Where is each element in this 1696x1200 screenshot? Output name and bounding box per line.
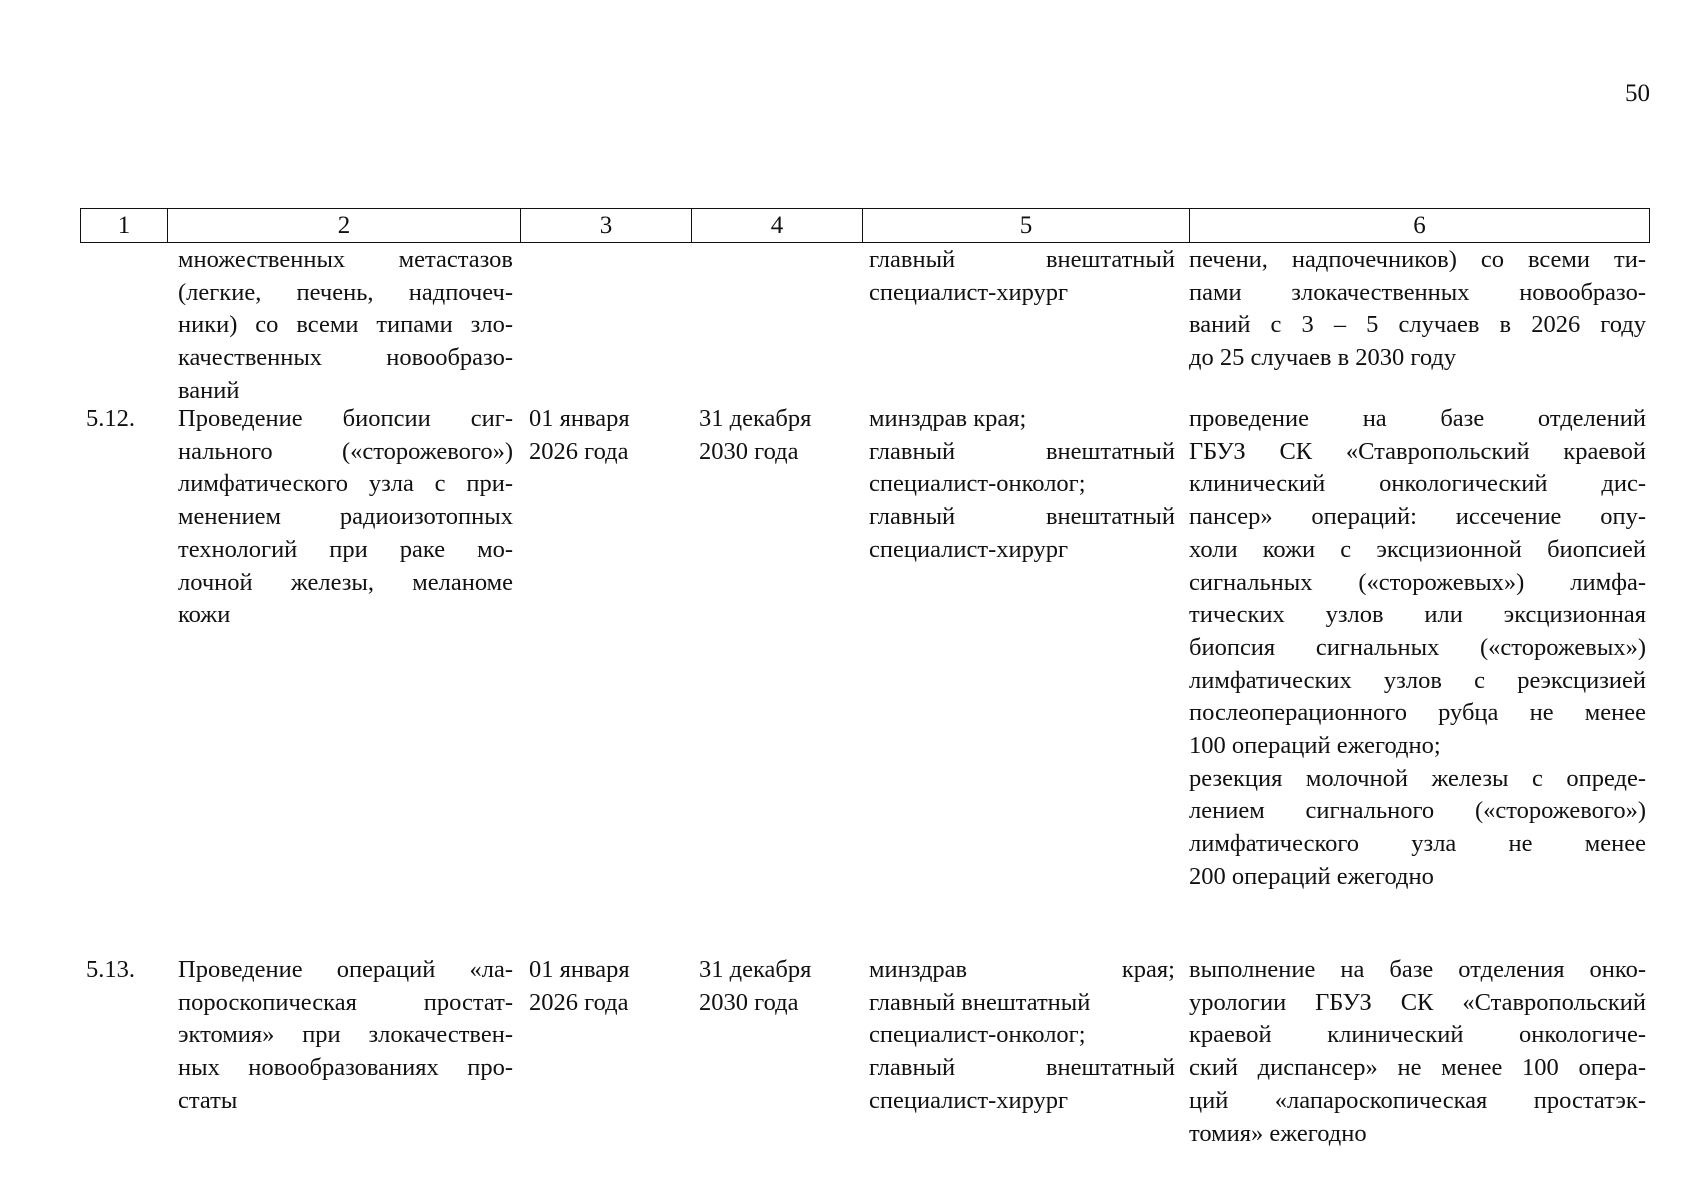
activity-description: Проведение операций «ла- пороскопическая простат- эктомия» при злокачествен- ных новообразованиях про- статы	[178, 956, 513, 1114]
row-number: 5.13.	[86, 956, 135, 983]
expected-result: выполнение на базе отделения онко- урологии ГБУЗ СК «Ставропольский краевой клинический онкологиче- ский диспансер» не менее 100 опера- ций «лапароскопическая простатэк- томия» ежегодно	[1189, 956, 1646, 1147]
expected-result: проведение на базе отделений ГБУЗ СК «Ставропольский краевой клинический онкологический дис- пансер» операций: иссечение опу- холи кожи с эксцизионной биопсией сигнальных («сторожевых») лимфа- тических узлов или эксцизионная биопсия сигнальных («сторожевых») лимфатических узлов с реэксцизией послеоперационного рубца не менее 100 операций ежегодно; резекция молочной железы с опреде- лением сигнального («сторожевого») лимфатического узла не менее 200 операций ежегодно	[1189, 405, 1646, 890]
activity-description: множественных метастазов (легкие, печень, надпочеч- ники) со всеми типами зло- качественных новообразо- ваний	[178, 246, 513, 404]
page-number: 50	[1625, 80, 1650, 107]
responsible-executors: главный внештатный специалист-хирург	[869, 246, 1175, 306]
expected-result: печени, надпочечников) со всеми ти- пами злокачественных новообразо- ваний с 3 – 5 случаев в 2026 году до 25 случаев в 2030 году	[1189, 246, 1646, 372]
activity-description: Проведение биопсии сиг- нального («сторожевого») лимфатического узла с при- менением радиоизотопных технологий при раке мо- лочной железы, меланоме кожи	[178, 405, 513, 629]
end-date: 31 декабря 2030 года	[699, 956, 812, 1016]
row-number: 5.12.	[86, 405, 135, 432]
header-cell-6: 6	[1190, 209, 1650, 243]
header-cell-4: 4	[692, 209, 863, 243]
end-date: 31 декабря 2030 года	[699, 405, 812, 465]
table-header	[80, 208, 1650, 243]
responsible-executors: минздрав края; главный внештатный специалист-онколог; главный внештатный специалист-хирург	[869, 956, 1175, 1114]
header-cell-5: 5	[863, 209, 1190, 243]
header-cell-1: 1	[81, 209, 168, 243]
header-cell-2: 2	[168, 209, 521, 243]
header-row	[81, 209, 1650, 243]
header-cell-3: 3	[521, 209, 692, 243]
start-date: 01 января 2026 года	[529, 956, 630, 1016]
responsible-executors: минздрав края; главный внештатный специалист-онколог; главный внештатный специалист-хирург	[869, 405, 1175, 563]
start-date: 01 января 2026 года	[529, 405, 630, 465]
